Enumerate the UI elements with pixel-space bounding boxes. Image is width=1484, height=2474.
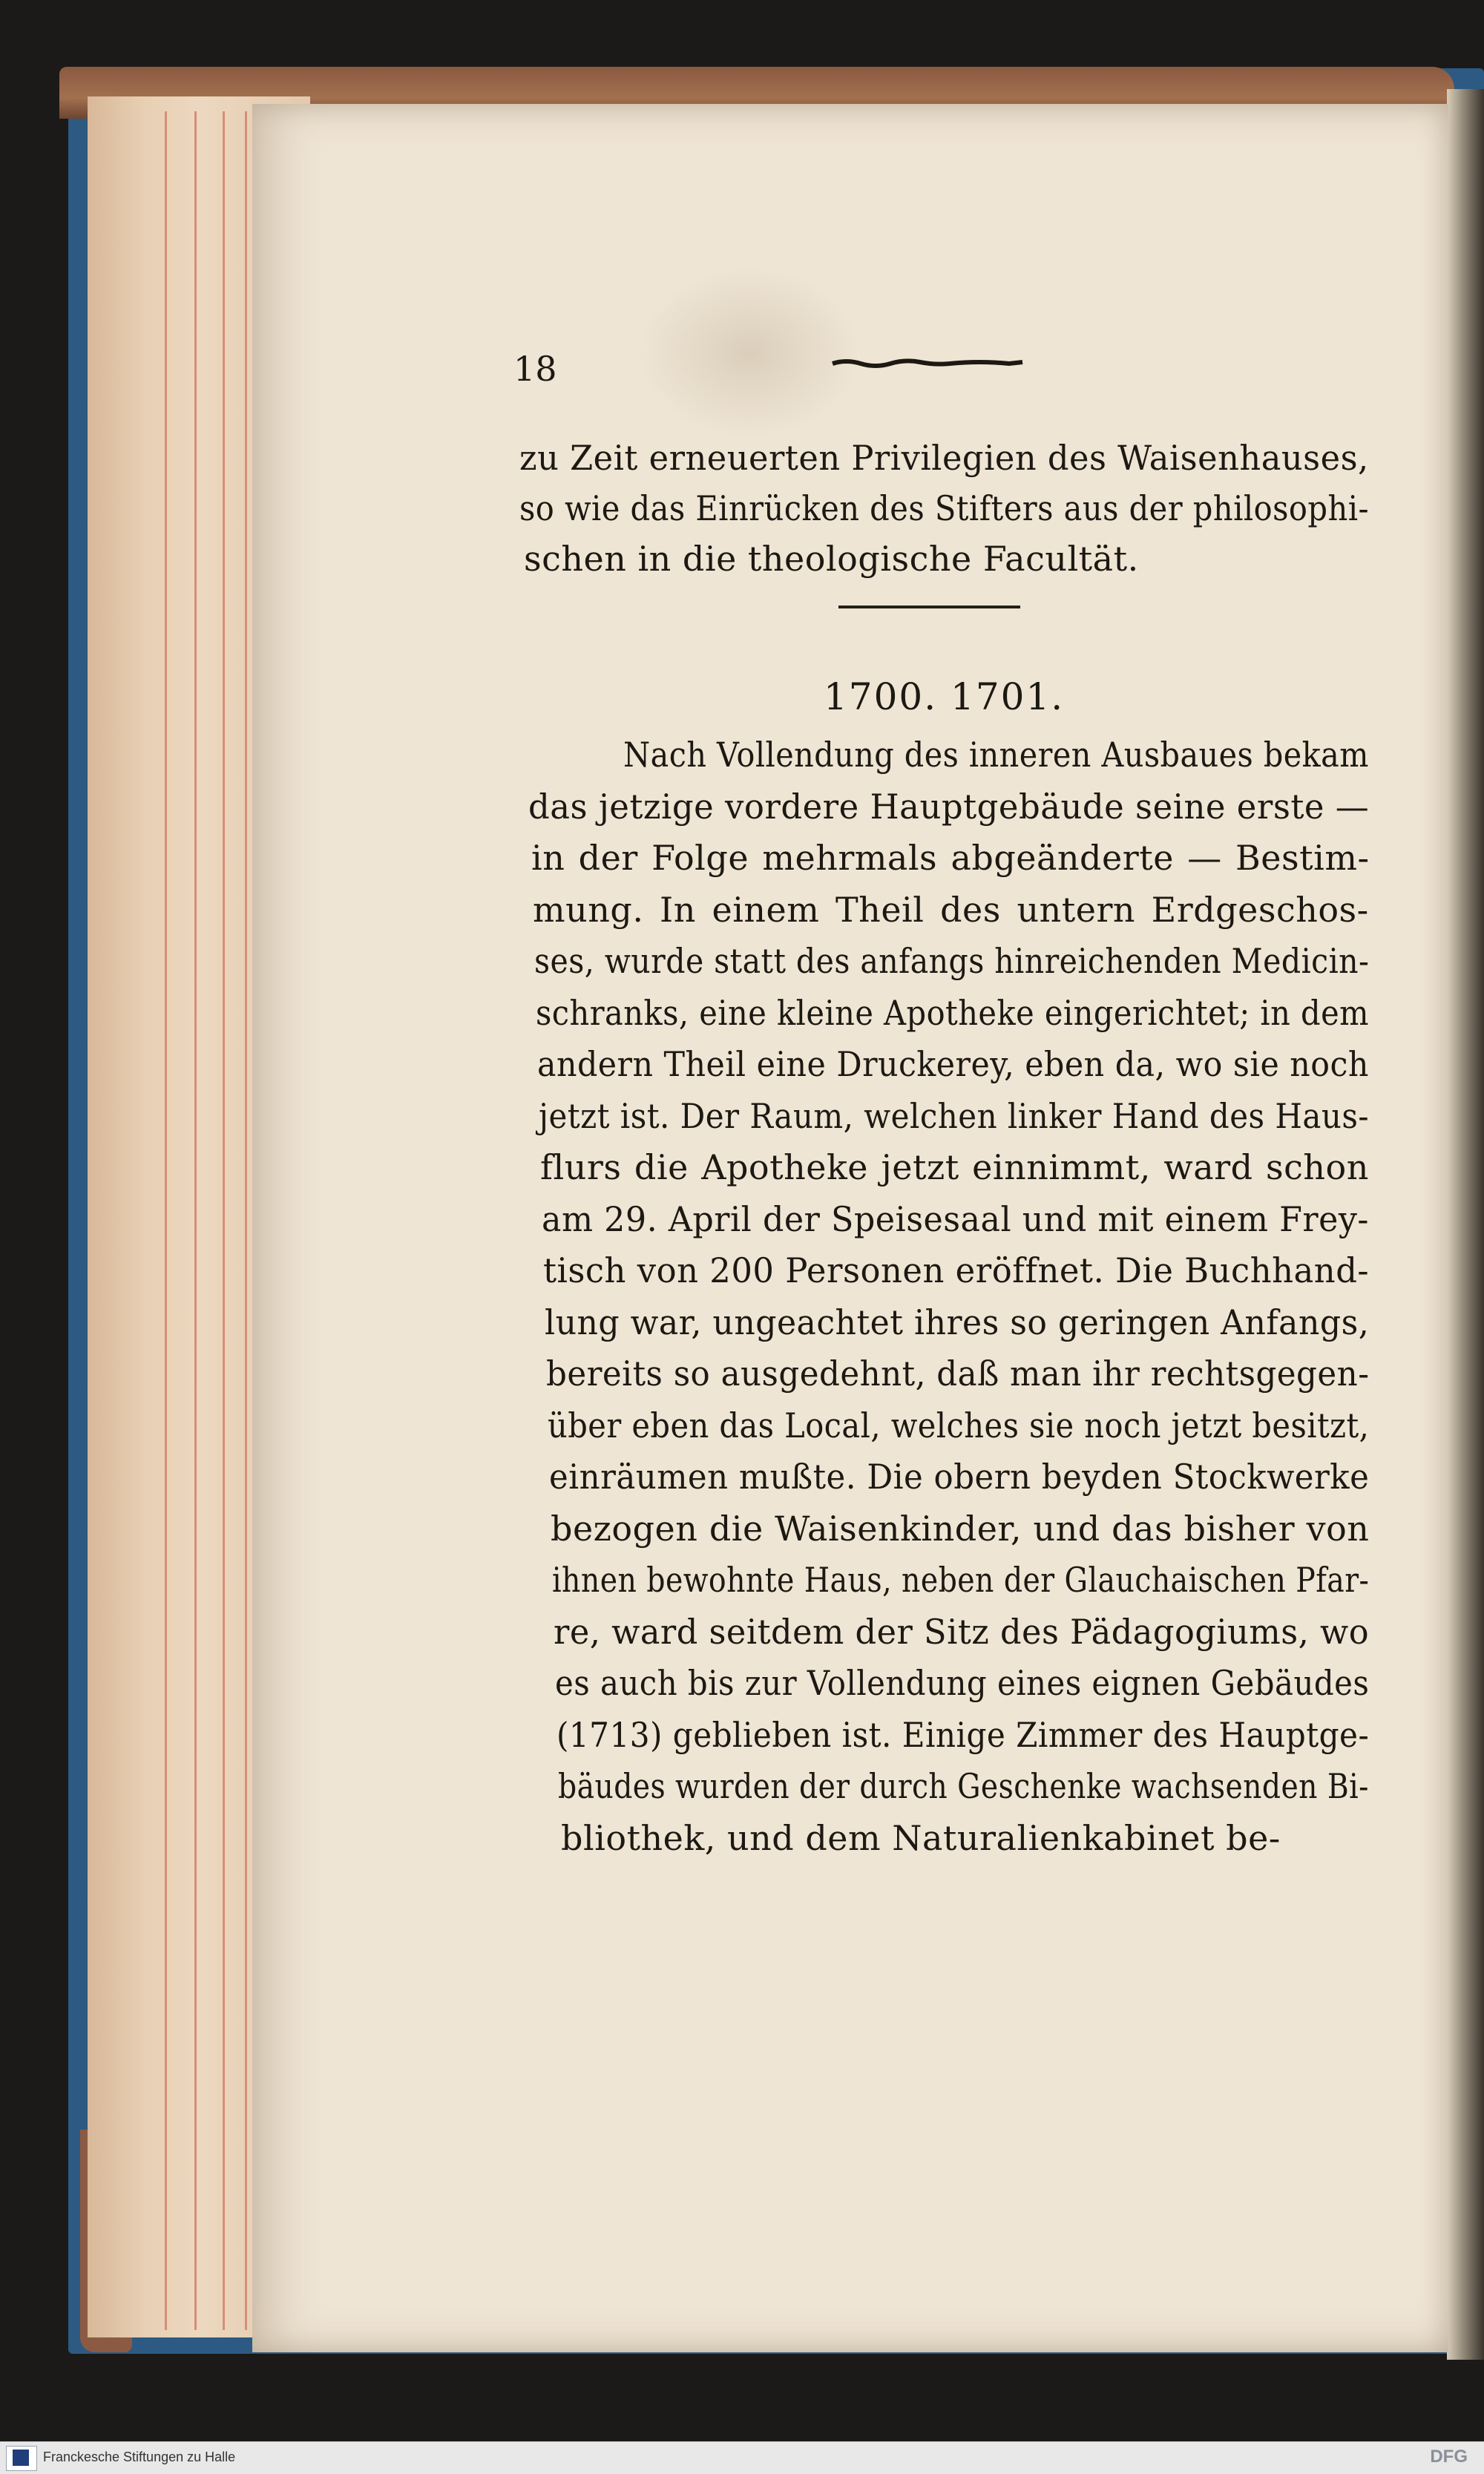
text-line: mung. In einem Theil des untern Erdgeschos- [533,889,1369,930]
page-edge-line [245,111,247,2330]
text-line: jetzt ist. Der Raum, welchen linker Hand des Haus- [539,1095,1370,1136]
text-line: bereits so ausgedehnt, daß man ihr rechtsgegen- [546,1354,1370,1394]
text-line: einräumen mußte. Die obern beyden Stockwerke [549,1457,1370,1497]
text-line: das jetzige vordere Hauptgebäude seine erste — [528,786,1370,827]
page-edge-line [194,111,197,2330]
text-line: (1713) geblieben ist. Einige Zimmer des Hauptge- [556,1714,1370,1755]
text-line: flurs die Apotheke jetzt einnimmt, ward schon [540,1147,1369,1187]
text-line: schen in die theologische Facultät. [524,539,1139,579]
text-line: bezogen die Waisenkinder, und das bisher von [551,1508,1370,1549]
text-line: tisch von 200 Personen eröffnet. Die Buchhand- [543,1250,1370,1290]
text-line: lung war, ungeachtet ihres so geringen Anfangs, [545,1302,1370,1342]
institution-logo-icon [6,2446,37,2471]
text-line: in der Folge mehrmals abgeänderte — Bestim- [531,838,1370,878]
text-line: zu Zeit erneuerten Privilegien des Waisenhauses, [519,438,1369,478]
text-line: bäudes wurden der durch Geschenke wachsenden Bi- [558,1766,1369,1806]
gutter-shadow [1447,89,1484,2360]
text-line: über eben das Local, welches sie noch jetzt besitzt, [548,1405,1370,1446]
running-head-ornament-icon [831,352,1024,374]
text-line: bliothek, und dem Naturalienkabinet be- [561,1817,1281,1858]
text-line: Nach Vollendung des inneren Ausbaues bekam [623,735,1369,775]
text-line: ihnen bewohnte Haus, neben der Glauchaischen Pfar- [552,1560,1370,1600]
text-line: re, ward seitdem der Sitz des Pädagogiums, wo [554,1611,1370,1652]
text-line: am 29. April der Speisesaal und mit einem Frey- [542,1198,1369,1239]
page-edge-line [223,111,225,2330]
section-rule [838,606,1020,608]
page-number: 18 [513,349,557,389]
text-line: ses, wurde statt des anfangs hinreichenden Medicin- [534,941,1370,981]
dfg-badge: DFG [1430,2447,1468,2467]
paper-stain [638,267,861,438]
text-line: andern Theil eine Druckerey, eben da, wo sie noch [537,1044,1369,1084]
year-heading: 1700. 1701. [824,675,1065,718]
viewer-footer [0,2441,1484,2474]
page-edge-line [165,111,167,2330]
text-line: es auch bis zur Vollendung eines eignen Gebäudes [555,1663,1370,1703]
text-line: so wie das Einrücken des Stifters aus der philosophi- [519,488,1369,528]
footer-credit: Franckesche Stiftungen zu Halle [43,2450,236,2464]
text-line: schranks, eine kleine Apotheke eingerichtet; in dem [536,992,1370,1033]
